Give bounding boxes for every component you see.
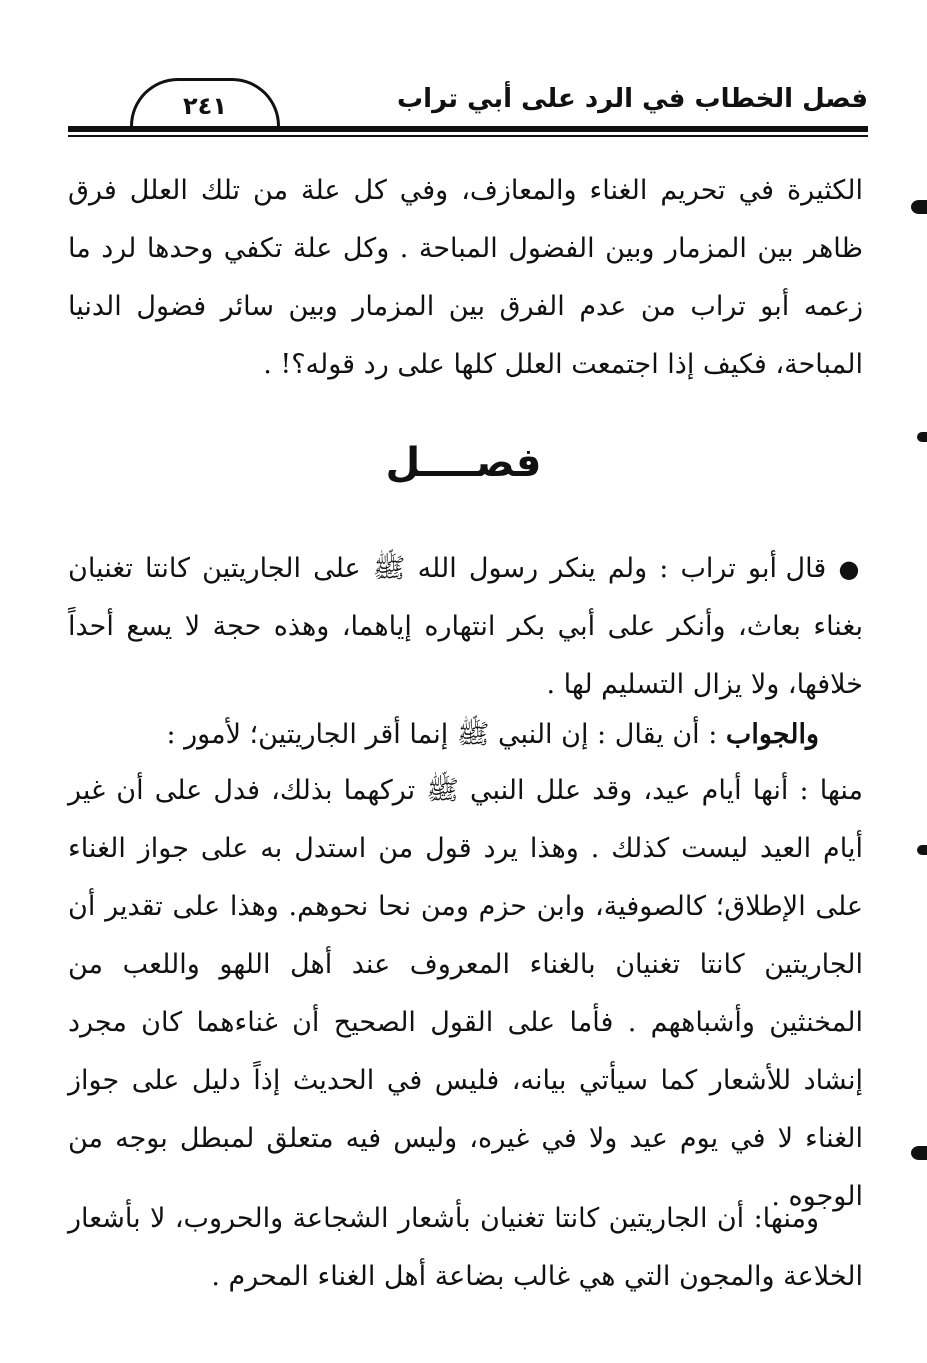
paragraph-1: الكثيرة في تحريم الغناء والمعازف، وفي كل علة من تلك العلل فرق ظاهر بين المزمار وبين الفضول المباحة . وكل علة تكفي وحدها لرد ما زعمه أبو تراب من عدم الفرق بين المزمار وبين سائر فضول الدنيا المباحة، فكيف إذا اجتمعت العلل كلها على رد قوله؟! .: [68, 175, 863, 380]
edge-mark: [911, 200, 927, 214]
header-rule-thin: [68, 135, 868, 137]
edge-mark: [911, 1146, 927, 1160]
paragraph-3: [68, 706, 863, 764]
page-number: ٢٤١: [183, 92, 227, 120]
edge-mark: [917, 432, 927, 442]
paragraph-2-text: قال أبو تراب : ولم ينكر رسول الله ﷺ على الجاريتين كانتا تغنيان بغناء بعاث، وأنكر على أبي بكر انتهاره إياهما، وهذه حجة لا يسع أحداً خلافها، ولا يزال التسليم لها .: [68, 553, 863, 700]
running-title: فصل الخطاب في الرد على أبي تراب: [397, 84, 868, 114]
page-header: [68, 78, 868, 138]
edge-mark: [917, 845, 927, 855]
paragraph-5: ومنها: أن الجاريتين كانتا تغنيان بأشعار الشجاعة والحروب، لا بأشعار الخلاعة والمجون التي هي غالب بضاعة أهل الغناء المحرم .: [68, 1203, 863, 1292]
header-rule-thick: [68, 126, 868, 132]
answer-lead: والجواب: [725, 719, 819, 750]
paragraph-4: منها : أنها أيام عيد، وقد علل النبي ﷺ تركهما بذلك، فدل على أن غير أيام العيد ليست كذلك . وهذا يرد قول من استدل به على جواز الغناء على الإطلاق؛ كالصوفية، وابن حزم ومن نحا نحوهم. وهذا على تقدير أن الجاريتين كانتا تغنيان بالغناء المعروف عند أهل اللهو واللعب من المخنثين وأشباههم . فأما على القول الصحيح أن غناءهما كان مجرد إنشاد للأشعار كما سيأتي بيانه، فليس في الحديث إذاً دليل على جواز الغناء لا في يوم عيد ولا في غيره، وليس فيه متعلق لمبطل بوجه من الوجوه .: [68, 775, 863, 1212]
paragraph-3-text: : أن يقال : إن النبي ﷺ إنما أقر الجاريتين؛ لأمور :: [166, 719, 726, 750]
paragraph-2: [68, 540, 863, 714]
bullet-icon: ●: [838, 555, 863, 583]
section-title: فصــــل: [385, 440, 542, 486]
